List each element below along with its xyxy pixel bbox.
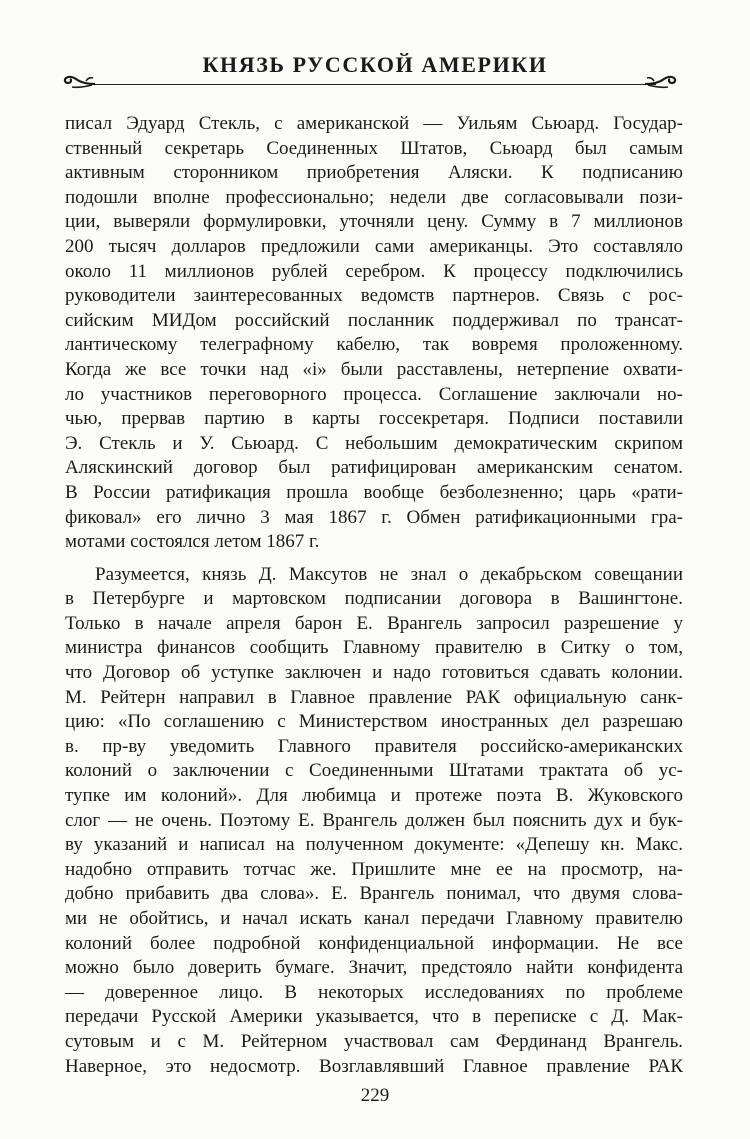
text-line: Разумеется, князь Д. Максутов не знал о декабрьском совещании (95, 563, 683, 585)
text-line: мотами состоялся летом 1867 г. (65, 531, 320, 553)
text-line: ственный секретарь Соединенных Штатов, Сьюард был самым (65, 137, 683, 159)
text-line: ло участников переговорного процесса. Соглашение заключали но- (65, 383, 683, 405)
text-line: фиковал» его лично 3 мая 1867 г. Обмен ратификационными гра- (65, 506, 683, 528)
header-rule (92, 84, 656, 85)
text-line: 200 тысяч долларов предложили сами американцы. Это составляло (65, 235, 683, 257)
text-line: в. пр-ву уведомить Главного правителя российско-американских (65, 735, 683, 757)
text-line: ву указаний и написал на полученном документе: «Депешу кн. Макс. (65, 834, 683, 856)
text-line: Аляскинский договор был ратифицирован американским сенатом. (65, 457, 683, 479)
text-line: подошли вполне профессионально; недели две согласовывали пози- (65, 186, 683, 208)
page-number: 229 (360, 1085, 390, 1106)
text-line: Э. Стекль и У. Сьюард. С небольшим демократическим скрипом (65, 432, 683, 454)
text-line: чью, прервав партию в карты госсекретаря. Подписи поставили (65, 408, 683, 430)
text-line: министра финансов сообщить Главному правителю в Ситку о том, (65, 637, 683, 659)
text-line: цию: «По соглашению с Министерством иностранных дел разрешаю (65, 711, 683, 733)
text-line: Когда же все точки над «i» были расставлены, нетерпение охвати- (65, 358, 683, 380)
text-line: тупке им колоний». Для любимца и протеже поэта В. Жуковского (65, 785, 683, 807)
text-line: руководители заинтересованных ведомств партнеров. Связь с рос- (65, 285, 683, 307)
text-line: Только в начале апреля барон Е. Врангель запросил разрешение у (65, 612, 683, 634)
text-line: слог — не очень. Поэтому Е. Врангель должен был пояснить дух и бук- (65, 809, 683, 831)
text-line: можно было доверить бумаге. Значит, предстояло найти конфидента (65, 957, 683, 979)
text-line: сутовым и с М. Рейтерном участвовал сам Фердинанд Врангель. (65, 1030, 683, 1052)
text-line: передачи Русской Америки указывается, что в переписке с Д. Мак- (65, 1006, 683, 1028)
left-flourish-ornament (62, 72, 96, 94)
text-line: ми не обойтись, и начал искать канал передачи Главному правителю (65, 908, 683, 929)
text-line: активным сторонником приобретения Аляски. К подписанию (65, 162, 683, 184)
text-line: лантическому телеграфному кабелю, так вовремя проложенному. (65, 334, 683, 356)
text-line: сийским МИДом российский посланник поддерживал по трансат- (65, 309, 683, 331)
body-text (65, 112, 683, 1079)
text-line: добно прибавить два слова». Е. Врангель понимал, что двумя слова- (65, 883, 683, 905)
text-line: М. Рейтерн направил в Главное правление РАК официальную санк- (65, 686, 683, 708)
text-line: писал Эдуард Стекль, с американской — Уильям Сьюард. Государ- (65, 113, 683, 134)
text-line: ции, выверяли формулировки, уточняли цену. Сумму в 7 миллионов (65, 211, 683, 233)
text-line: Наверное, это недосмотр. Возглавлявший Главное правление РАК (65, 1055, 683, 1077)
text-line: около 11 миллионов рублей серебром. К процессу подключились (65, 260, 683, 282)
text-line: В России ратификация прошла вообще безболезненно; царь «рати- (65, 481, 683, 503)
paragraph-1 (65, 112, 683, 555)
right-flourish-ornament (644, 72, 678, 94)
text-line: колоний более подробной конфиденциальной информации. Не все (65, 932, 683, 954)
paragraph-2 (65, 563, 683, 1079)
text-line: в Петербурге и мартовском подписании договора в Вашингтоне. (65, 588, 683, 610)
text-line: что Договор об уступке заключен и надо готовиться сдавать колонии. (65, 662, 683, 684)
text-line: — доверенное лицо. В некоторых исследованиях по проблеме (65, 981, 683, 1003)
paragraph-gap (65, 555, 683, 563)
text-line: колоний о заключении с Соединенными Штатами трактата об ус- (65, 760, 683, 782)
text-line: надобно отправить тотчас же. Пришлите мне ее на просмотр, на- (65, 858, 683, 880)
running-header: КНЯЗЬ РУССКОЙ АМЕРИКИ (202, 52, 548, 77)
